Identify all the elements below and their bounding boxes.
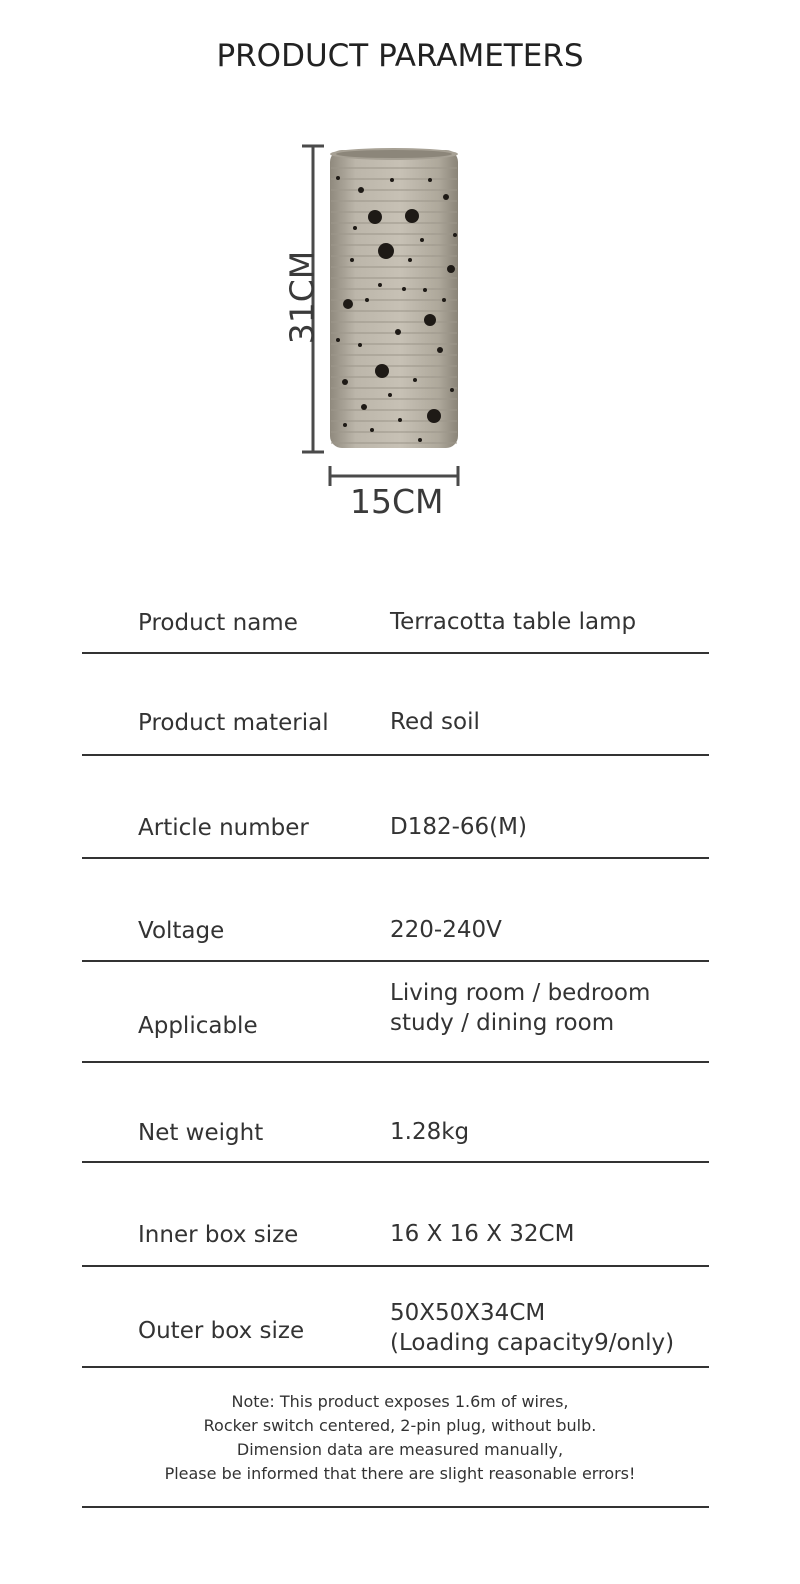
spec-value [390,1298,674,1358]
width-label: 15CM [350,482,444,521]
spec-value [390,707,480,737]
spec-row [82,1290,709,1368]
note-block [0,1390,800,1486]
spec-value-line: (Loading capacity9/only) [390,1330,675,1356]
spec-value [390,978,650,1038]
lamp-illustration [0,0,800,560]
spec-row [82,970,709,1063]
spec-value-line: Living room / bedroom [390,980,651,1006]
spec-label: Outer box size [138,1318,305,1344]
spec-row [82,1212,709,1267]
spec-value [390,1117,469,1147]
page-title: PRODUCT PARAMETERS [216,38,584,74]
spec-label: Net weight [138,1120,264,1146]
spec-label: Applicable [138,1013,258,1039]
spec-value-line: Red soil [390,709,480,735]
product-figure [0,0,800,560]
note-line: Please be informed that there are slight reasonable errors! [164,1464,636,1483]
spec-row [82,600,709,654]
spec-row [82,805,709,859]
spec-value-line: 220-240V [390,917,502,943]
spec-value [390,812,527,842]
spec-row [82,908,709,962]
spec-label: Voltage [138,918,225,944]
spec-value [390,915,502,945]
spec-row [82,1110,709,1163]
spec-value [390,1219,574,1249]
spec-value-line: D182-66(M) [390,814,527,840]
spec-value-line: study / dining room [390,1010,615,1036]
spec-label: Inner box size [138,1222,299,1248]
spec-label: Product name [138,610,298,636]
height-label: 31CM [282,250,322,345]
spec-value-line: Terracotta table lamp [390,609,637,635]
note-line: Dimension data are measured manually, [236,1440,564,1459]
spec-value [390,607,636,637]
spec-value-line: 1.28kg [390,1119,470,1145]
spec-label: Product material [138,710,329,736]
spec-value-line: 50X50X34CM [390,1300,546,1326]
note-line: Rocker switch centered, 2-pin plug, without bulb. [203,1416,597,1435]
spec-label: Article number [138,815,309,841]
spec-row [82,700,709,756]
spec-value-line: 16 X 16 X 32CM [390,1221,575,1247]
lamp-body [330,148,458,448]
note-line: Note: This product exposes 1.6m of wires, [231,1392,569,1411]
bottom-divider [82,1506,709,1508]
